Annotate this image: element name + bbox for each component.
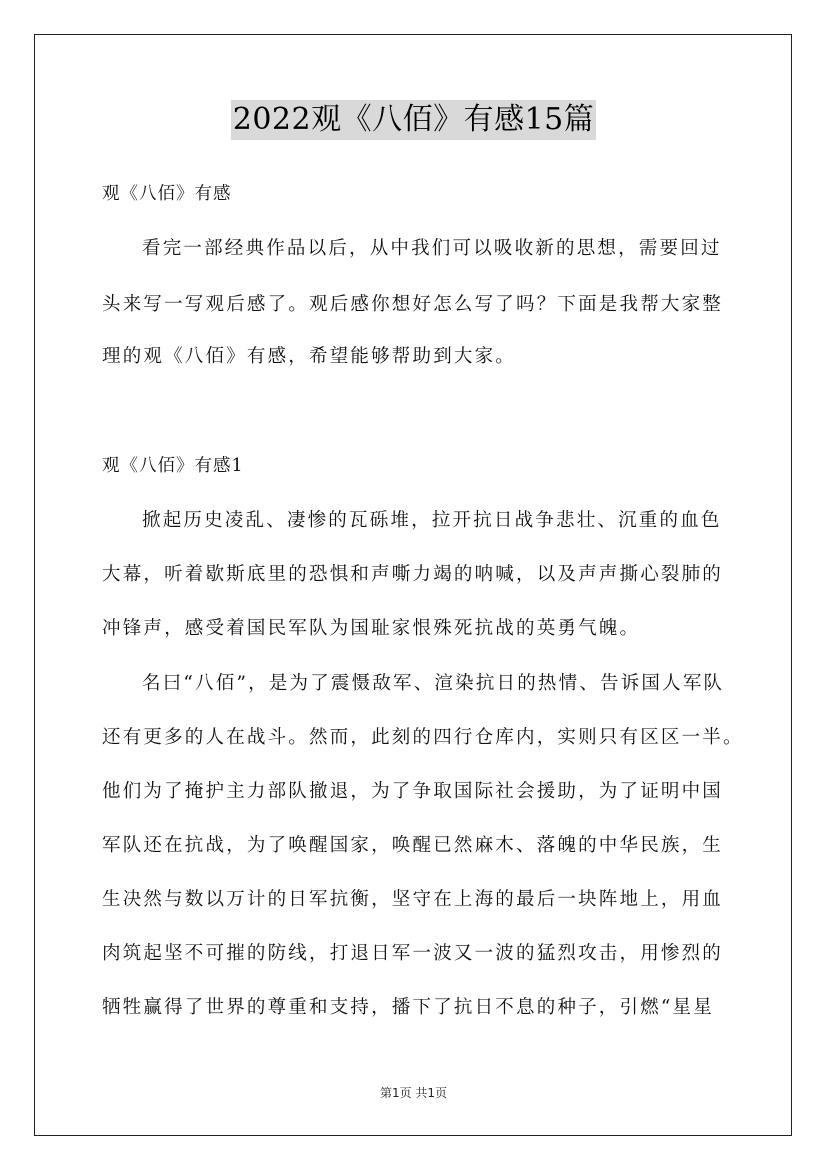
paragraph-line: 他们为了掩护主力部队撤退，为了争取国际社会援助，为了证明中国 [102, 781, 724, 802]
section-heading: 观《八佰》有感1 [102, 456, 244, 476]
paragraph-line: 肉筑起坚不可摧的防线，打退日军一波又一波的猛烈攻击，用惨烈的 [102, 943, 724, 964]
paragraph-line: 牺牲赢得了世界的尊重和支持，播下了抗日不息的种子，引燃“星星 [102, 997, 714, 1018]
paragraph-line: 冲锋声，感受着国民军队为国耻家恨殊死抗战的英勇气魄。 [102, 618, 641, 639]
paragraph-line: 名曰“八佰”，是为了震慑敌军、渲染抗日的热情、告诉国人军队 [142, 673, 725, 694]
paragraph-line: 看完一部经典作品以后，从中我们可以吸收新的思想，需要回过 [142, 238, 722, 259]
paragraph-line: 理的观《八佰》有感，希望能够帮助到大家。 [102, 346, 517, 367]
paragraph-line: 头来写一写观后感了。观后感你想好怎么写了吗？下面是我帮大家整 [102, 294, 724, 315]
paragraph-line: 掀起历史凌乱、凄惨的瓦砾堆，拉开抗日战争悲壮、沉重的血色 [142, 510, 722, 531]
paragraph-line: 生决然与数以万计的日军抗衡，坚守在上海的最后一块阵地上，用血 [102, 889, 724, 910]
title-container [0, 100, 827, 140]
page-footer: 第1页 共1页 [379, 1086, 448, 1100]
paragraph-line: 还有更多的人在战斗。然而，此刻的四行仓库内，实则只有区区一半。 [102, 727, 744, 748]
paragraph-line: 大幕，听着歇斯底里的恐惧和声嘶力竭的呐喊，以及声声撕心裂肺的 [102, 564, 724, 585]
paragraph-line: 军队还在抗战，为了唤醒国家，唤醒已然麻木、落魄的中华民族，生 [102, 835, 724, 856]
document-title: 2022观《八佰》有感15篇 [231, 100, 597, 140]
intro-heading: 观《八佰》有感 [102, 184, 232, 204]
